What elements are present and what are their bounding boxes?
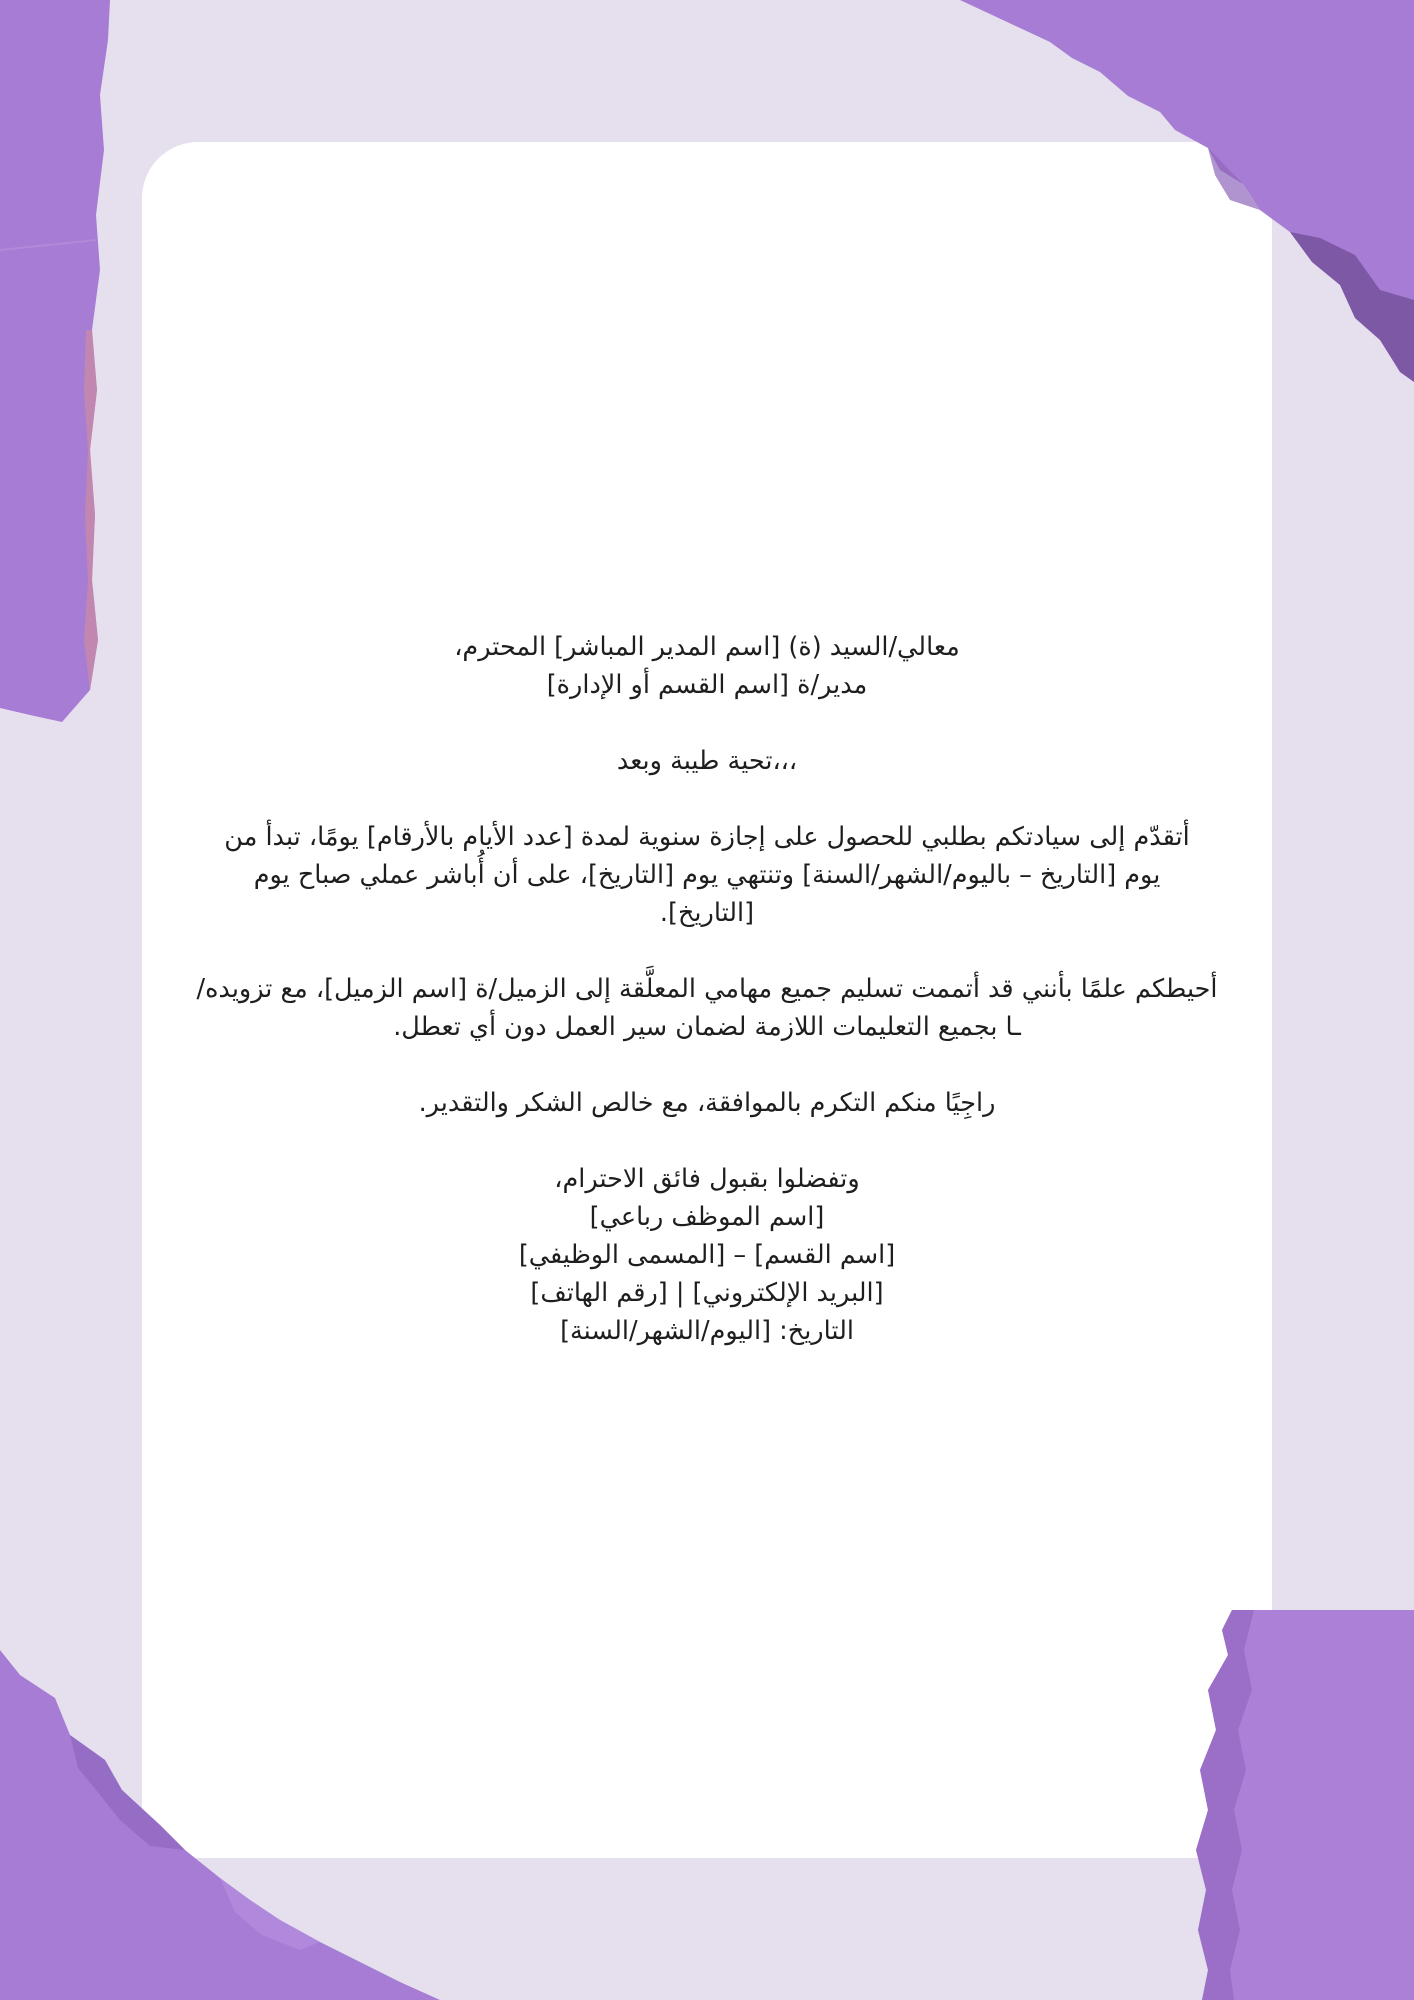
leave-request-letter	[0, 628, 1414, 1350]
torn-paper-bottom-left-decoration	[0, 1650, 450, 2000]
greeting: ،،،تحية طيبة وبعد	[616, 746, 798, 776]
department-line: مدير/ة [اسم القسم أو الإدارة]	[546, 670, 868, 700]
torn-paper-top-right-decoration	[960, 0, 1414, 390]
closing-request: راجِيًا منكم التكرم بالموافقة، مع خالص الشكر والتقدير.	[418, 1088, 996, 1118]
torn-paper-left-decoration	[0, 0, 110, 730]
paragraph-1-line-3: [التاريخ].	[659, 898, 755, 928]
employee-name: [اسم الموظف رباعي]	[589, 1202, 825, 1232]
contact-info: [البريد الإلكتروني] | [رقم الهاتف]	[530, 1278, 884, 1308]
paragraph-2-line-1: أحيطكم علمًا بأنني قد أتممت تسليم جميع مهامي المعلَّقة إلى الزميل/ة [اسم الزميل]، مع تزويده/	[196, 974, 1218, 1004]
department-title: [اسم القسم] – [المسمى الوظيفي]	[518, 1240, 896, 1270]
paragraph-1-line-1: أتقدّم إلى سيادتكم بطلبي للحصول على إجازة سنوية لمدة [عدد الأيام بالأرقام] يومًا، تبدأ من	[224, 822, 1190, 852]
sign-off: وتفضلوا بقبول فائق الاحترام،	[554, 1164, 860, 1194]
paragraph-2-line-2: ـا بجميع التعليمات اللازمة لضمان سير العمل دون أي تعطل.	[393, 1012, 1021, 1042]
letter-date: التاريخ: [اليوم/الشهر/السنة]	[560, 1316, 854, 1346]
recipient-line: معالي/السيد (ة) [اسم المدير المباشر] المحترم،	[454, 632, 960, 662]
torn-paper-bottom-right-decoration	[1194, 1610, 1414, 2000]
paragraph-1-line-2: يوم [التاريخ – باليوم/الشهر/السنة] وتنتهي يوم [التاريخ]، على أن أُباشر عملي صباح يوم	[253, 860, 1161, 890]
